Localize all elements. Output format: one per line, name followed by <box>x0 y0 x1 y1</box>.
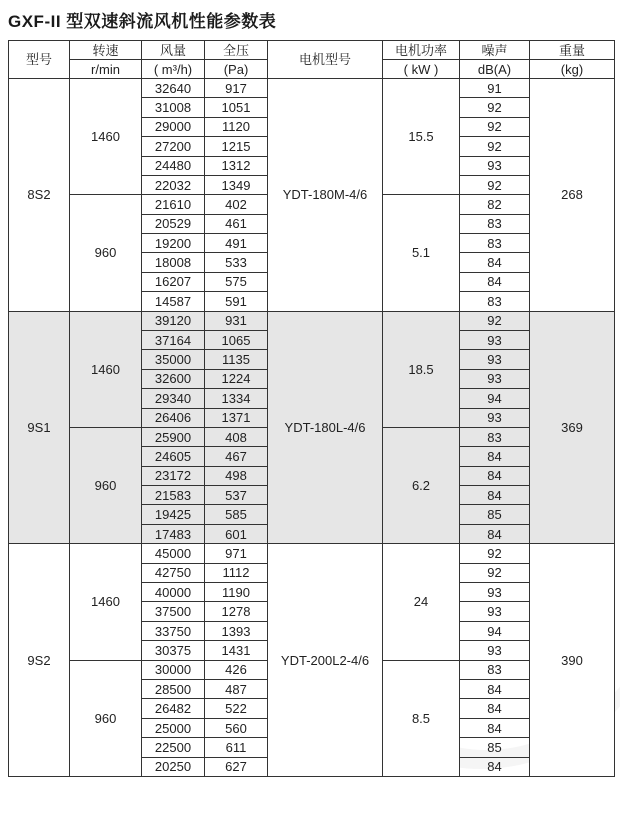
header-power: 电机功率 <box>383 41 460 60</box>
model-cell: 9S1 <box>9 311 70 544</box>
model-group-9s2 <box>9 544 615 777</box>
weight-cell: 268 <box>530 79 615 312</box>
pressure-cell: 627 <box>205 757 268 776</box>
pressure-cell: 402 <box>205 195 268 214</box>
performance-table <box>8 40 615 777</box>
noise-cell: 84 <box>460 524 530 544</box>
pressure-cell: 461 <box>205 214 268 233</box>
pressure-cell: 1120 <box>205 117 268 136</box>
noise-cell: 84 <box>460 466 530 485</box>
airflow-cell: 21610 <box>142 195 205 214</box>
header-power-unit: ( kW ) <box>383 60 460 79</box>
header-speed-unit: r/min <box>70 60 142 79</box>
power-cell: 5.1 <box>383 195 460 311</box>
header-airflow: 风量 <box>142 41 205 60</box>
noise-cell: 93 <box>460 583 530 602</box>
pressure-cell: 1215 <box>205 137 268 156</box>
airflow-cell: 29000 <box>142 117 205 136</box>
pressure-cell: 537 <box>205 486 268 505</box>
airflow-cell: 20529 <box>142 214 205 233</box>
pressure-cell: 1224 <box>205 369 268 388</box>
power-cell: 15.5 <box>383 79 460 195</box>
noise-cell: 84 <box>460 718 530 737</box>
airflow-cell: 39120 <box>142 311 205 330</box>
motor-cell: YDT-180L-4/6 <box>268 311 383 544</box>
airflow-cell: 33750 <box>142 621 205 640</box>
header-noise: 噪声 <box>460 41 530 60</box>
noise-cell: 84 <box>460 486 530 505</box>
noise-cell: 93 <box>460 350 530 369</box>
pressure-cell: 522 <box>205 699 268 718</box>
motor-cell: YDT-180M-4/6 <box>268 79 383 312</box>
speed-cell: 960 <box>70 660 142 776</box>
airflow-cell: 18008 <box>142 253 205 272</box>
pressure-cell: 487 <box>205 680 268 699</box>
noise-cell: 83 <box>460 214 530 233</box>
noise-cell: 92 <box>460 311 530 330</box>
speed-cell: 960 <box>70 195 142 311</box>
noise-cell: 92 <box>460 117 530 136</box>
pressure-cell: 1278 <box>205 602 268 621</box>
table-row <box>9 311 615 330</box>
power-cell: 6.2 <box>383 427 460 543</box>
noise-cell: 84 <box>460 447 530 466</box>
header-motor: 电机型号 <box>268 41 383 79</box>
pressure-cell: 591 <box>205 292 268 312</box>
pressure-cell: 426 <box>205 660 268 679</box>
pressure-cell: 1349 <box>205 175 268 194</box>
table-row <box>9 79 615 98</box>
airflow-cell: 37164 <box>142 331 205 350</box>
noise-cell: 92 <box>460 563 530 582</box>
speed-cell: 1460 <box>70 544 142 660</box>
pressure-cell: 1112 <box>205 563 268 582</box>
airflow-cell: 28500 <box>142 680 205 699</box>
header-pressure-unit: (Pa) <box>205 60 268 79</box>
noise-cell: 84 <box>460 253 530 272</box>
noise-cell: 92 <box>460 98 530 117</box>
model-cell: 8S2 <box>9 79 70 312</box>
airflow-cell: 32600 <box>142 369 205 388</box>
weight-cell: 390 <box>530 544 615 777</box>
pressure-cell: 917 <box>205 79 268 98</box>
page-title: GXF-II 型双速斜流风机性能参数表 <box>8 12 277 31</box>
pressure-cell: 408 <box>205 427 268 446</box>
airflow-cell: 25000 <box>142 718 205 737</box>
header-model: 型号 <box>9 41 70 79</box>
model-group-9s1 <box>9 311 615 544</box>
header-row <box>9 41 615 60</box>
airflow-cell: 24480 <box>142 156 205 175</box>
airflow-cell: 29340 <box>142 389 205 408</box>
pressure-cell: 467 <box>205 447 268 466</box>
noise-cell: 84 <box>460 272 530 291</box>
weight-cell: 369 <box>530 311 615 544</box>
pressure-cell: 575 <box>205 272 268 291</box>
header-weight: 重量 <box>530 41 615 60</box>
header-pressure: 全压 <box>205 41 268 60</box>
pressure-cell: 1431 <box>205 641 268 660</box>
power-cell: 8.5 <box>383 660 460 776</box>
airflow-cell: 40000 <box>142 583 205 602</box>
pressure-cell: 1065 <box>205 331 268 350</box>
pressure-cell: 1312 <box>205 156 268 175</box>
airflow-cell: 30000 <box>142 660 205 679</box>
speed-cell: 1460 <box>70 79 142 195</box>
airflow-cell: 26482 <box>142 699 205 718</box>
noise-cell: 83 <box>460 292 530 312</box>
airflow-cell: 30375 <box>142 641 205 660</box>
airflow-cell: 42750 <box>142 563 205 582</box>
airflow-cell: 22032 <box>142 175 205 194</box>
noise-cell: 83 <box>460 660 530 679</box>
noise-cell: 82 <box>460 195 530 214</box>
noise-cell: 93 <box>460 331 530 350</box>
noise-cell: 85 <box>460 738 530 757</box>
model-group-8s2 <box>9 79 615 312</box>
header-weight-unit: (kg) <box>530 60 615 79</box>
pressure-cell: 611 <box>205 738 268 757</box>
noise-cell: 94 <box>460 621 530 640</box>
pressure-cell: 1051 <box>205 98 268 117</box>
airflow-cell: 31008 <box>142 98 205 117</box>
airflow-cell: 19200 <box>142 234 205 253</box>
pressure-cell: 585 <box>205 505 268 524</box>
airflow-cell: 22500 <box>142 738 205 757</box>
airflow-cell: 25900 <box>142 427 205 446</box>
airflow-cell: 23172 <box>142 466 205 485</box>
pressure-cell: 1371 <box>205 408 268 427</box>
noise-cell: 93 <box>460 641 530 660</box>
noise-cell: 84 <box>460 757 530 776</box>
noise-cell: 93 <box>460 408 530 427</box>
airflow-cell: 21583 <box>142 486 205 505</box>
noise-cell: 94 <box>460 389 530 408</box>
pressure-cell: 1135 <box>205 350 268 369</box>
airflow-cell: 17483 <box>142 524 205 544</box>
pressure-cell: 498 <box>205 466 268 485</box>
pressure-cell: 931 <box>205 311 268 330</box>
airflow-cell: 26406 <box>142 408 205 427</box>
pressure-cell: 491 <box>205 234 268 253</box>
airflow-cell: 20250 <box>142 757 205 776</box>
pressure-cell: 560 <box>205 718 268 737</box>
noise-cell: 91 <box>460 79 530 98</box>
header-airflow-unit: ( m³/h) <box>142 60 205 79</box>
airflow-cell: 32640 <box>142 79 205 98</box>
airflow-cell: 35000 <box>142 350 205 369</box>
pressure-cell: 1190 <box>205 583 268 602</box>
noise-cell: 84 <box>460 699 530 718</box>
speed-cell: 1460 <box>70 311 142 427</box>
power-cell: 24 <box>383 544 460 660</box>
pressure-cell: 971 <box>205 544 268 563</box>
noise-cell: 93 <box>460 369 530 388</box>
noise-cell: 92 <box>460 544 530 563</box>
model-cell: 9S2 <box>9 544 70 777</box>
airflow-cell: 14587 <box>142 292 205 312</box>
noise-cell: 85 <box>460 505 530 524</box>
table-row <box>9 544 615 563</box>
power-cell: 18.5 <box>383 311 460 427</box>
pressure-cell: 601 <box>205 524 268 544</box>
airflow-cell: 37500 <box>142 602 205 621</box>
header-speed: 转速 <box>70 41 142 60</box>
airflow-cell: 19425 <box>142 505 205 524</box>
noise-cell: 83 <box>460 234 530 253</box>
pressure-cell: 1334 <box>205 389 268 408</box>
speed-cell: 960 <box>70 427 142 543</box>
noise-cell: 92 <box>460 137 530 156</box>
noise-cell: 84 <box>460 680 530 699</box>
noise-cell: 83 <box>460 427 530 446</box>
noise-cell: 92 <box>460 175 530 194</box>
header-noise-unit: dB(A) <box>460 60 530 79</box>
noise-cell: 93 <box>460 602 530 621</box>
airflow-cell: 45000 <box>142 544 205 563</box>
pressure-cell: 533 <box>205 253 268 272</box>
airflow-cell: 24605 <box>142 447 205 466</box>
airflow-cell: 16207 <box>142 272 205 291</box>
noise-cell: 93 <box>460 156 530 175</box>
airflow-cell: 27200 <box>142 137 205 156</box>
motor-cell: YDT-200L2-4/6 <box>268 544 383 777</box>
pressure-cell: 1393 <box>205 621 268 640</box>
